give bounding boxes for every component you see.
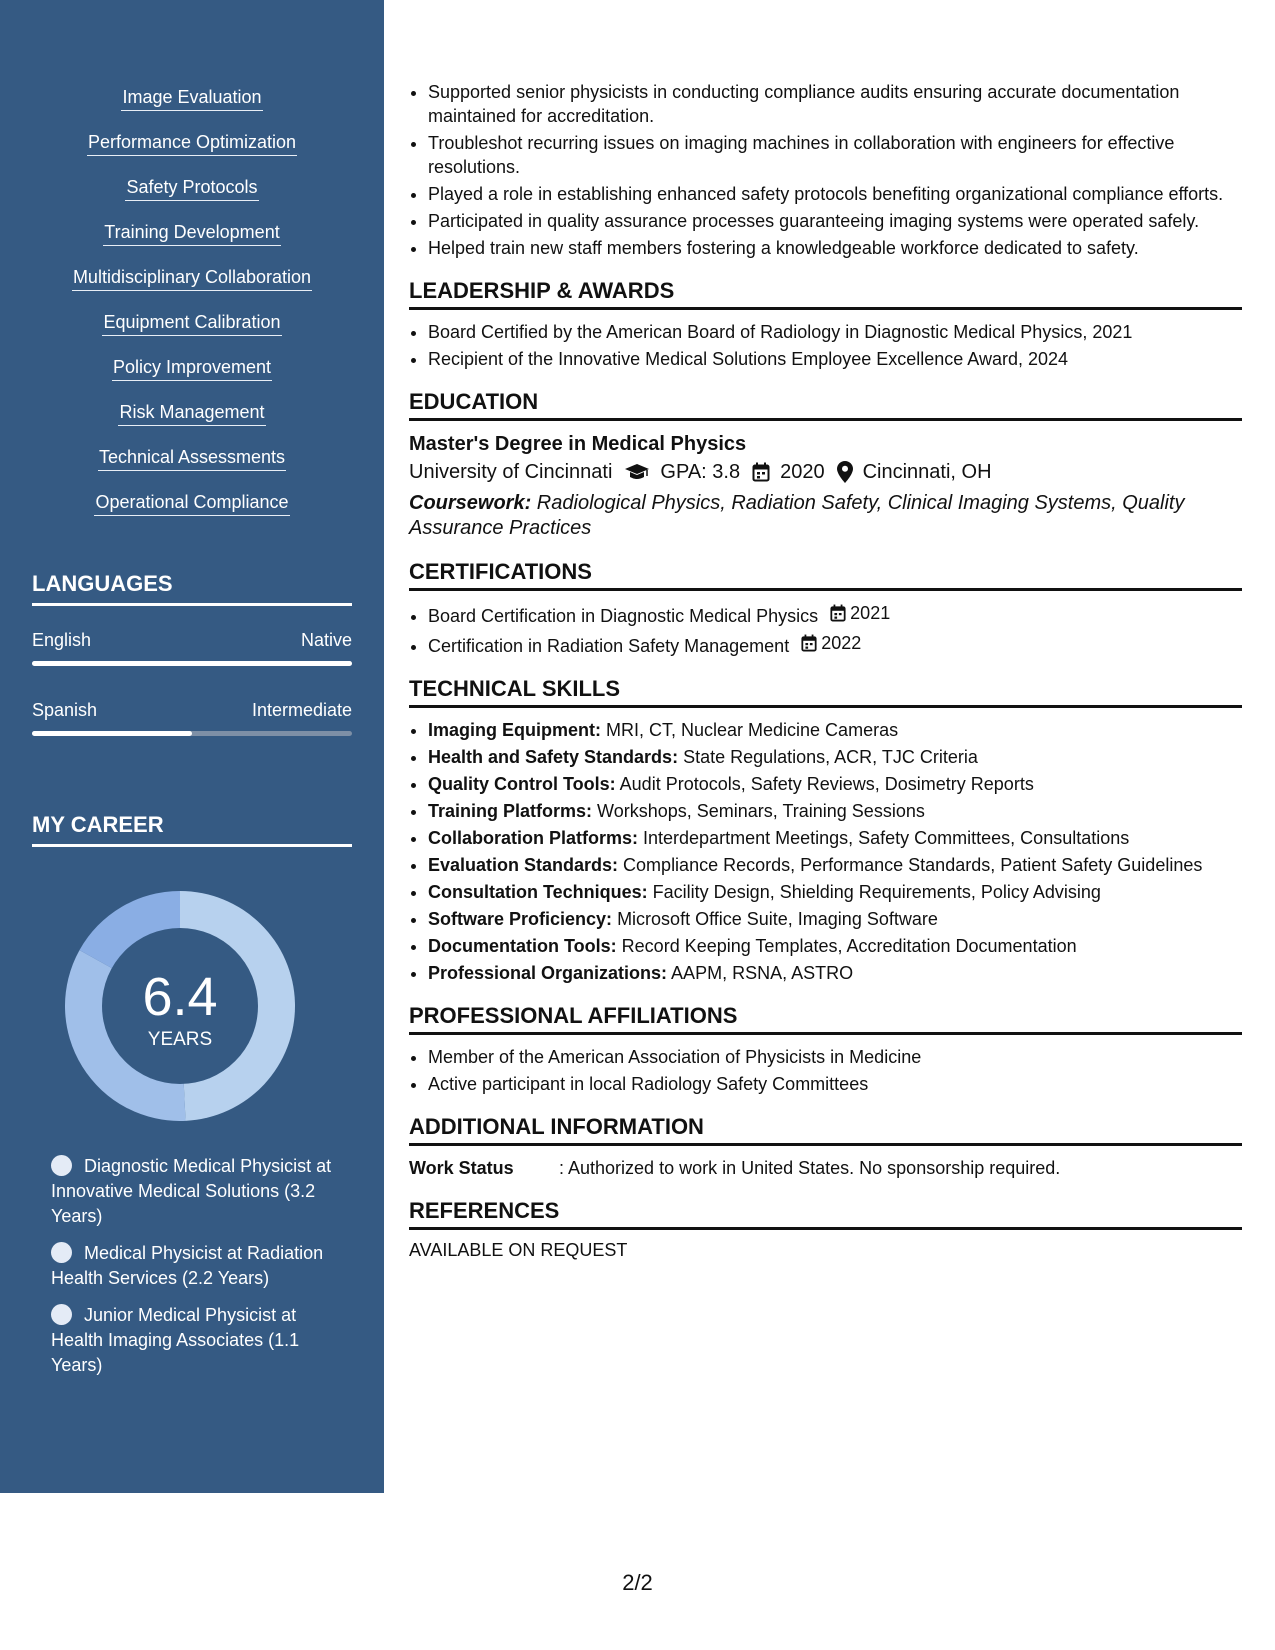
language-bar-fill bbox=[32, 661, 352, 666]
skill-label: Multidisciplinary Collaboration bbox=[72, 266, 312, 291]
certification-item bbox=[428, 601, 1242, 628]
skill-label: Operational Compliance bbox=[94, 491, 289, 516]
references-heading: REFERENCES bbox=[409, 1198, 1242, 1230]
technical-skill-label: Evaluation Standards: bbox=[428, 855, 619, 875]
certification-name: Board Certification in Diagnostic Medical Physics bbox=[428, 606, 819, 626]
career-dot-icon bbox=[51, 1304, 72, 1325]
technical-skill-value: MRI, CT, Nuclear Medicine Cameras bbox=[601, 720, 899, 740]
technical-skill-item bbox=[428, 772, 1242, 796]
language-bar-fill bbox=[32, 731, 192, 736]
affiliation-item: • Active participant in local Radiology Safety Committees bbox=[428, 1072, 1242, 1096]
coursework bbox=[409, 491, 1242, 541]
technical-skill-value: Interdepartment Meetings, Safety Committees, Consultations bbox=[638, 828, 1130, 848]
leadership-heading: LEADERSHIP & AWARDS bbox=[409, 278, 1242, 310]
skill-item bbox=[0, 266, 384, 311]
affiliations-list bbox=[409, 1045, 1242, 1096]
experience-bullet: • Participated in quality assurance processes guaranteeing imaging systems were operated safely. bbox=[428, 209, 1242, 233]
education-heading: EDUCATION bbox=[409, 389, 1242, 421]
technical-skill-value: Facility Design, Shielding Requirements, Policy Advising bbox=[647, 882, 1101, 902]
coursework-text: Radiological Physics, Radiation Safety, Clinical Imaging Systems, Quality Assurance Practices bbox=[409, 492, 1185, 539]
career-item bbox=[51, 1241, 341, 1291]
certification-item bbox=[428, 631, 1242, 658]
skill-item bbox=[0, 491, 384, 536]
career-text: Diagnostic Medical Physicist at Innovative Medical Solutions (3.2 Years) bbox=[51, 1156, 332, 1226]
languages-heading: LANGUAGES bbox=[32, 571, 352, 606]
skill-item bbox=[0, 401, 384, 446]
skill-item bbox=[0, 311, 384, 356]
technical-skill-label: Documentation Tools: bbox=[428, 936, 617, 956]
technical-skill-item bbox=[428, 961, 1242, 985]
page-number: 2/2 bbox=[622, 1570, 653, 1595]
technical-skill-value: Audit Protocols, Safety Reviews, Dosimetry Reports bbox=[615, 774, 1034, 794]
experience-bullet: • Helped train new staff members fostering a knowledgeable workforce dedicated to safety. bbox=[428, 236, 1242, 260]
career-total-value: 6.4 bbox=[142, 967, 218, 1027]
skill-item bbox=[0, 221, 384, 266]
school-name: University of Cincinnati bbox=[409, 461, 613, 483]
technical-skill-value: Compliance Records, Performance Standards, Patient Safety Guidelines bbox=[618, 855, 1203, 875]
technical-skill-item bbox=[428, 907, 1242, 931]
skill-item bbox=[0, 356, 384, 401]
certification-name: Certification in Radiation Safety Management bbox=[428, 636, 790, 656]
work-status-label: Work Status bbox=[409, 1158, 514, 1178]
skill-item bbox=[0, 86, 384, 131]
leadership-list bbox=[409, 320, 1242, 371]
skill-label: Equipment Calibration bbox=[102, 311, 281, 336]
certification-date bbox=[830, 601, 890, 625]
calendar-icon bbox=[752, 462, 770, 482]
skill-label: Training Development bbox=[103, 221, 280, 246]
skill-label: Performance Optimization bbox=[87, 131, 297, 156]
technical-skill-item bbox=[428, 934, 1242, 958]
main-content bbox=[409, 80, 1242, 1261]
language-level: Native bbox=[300, 630, 352, 650]
career-dot-icon bbox=[51, 1155, 72, 1176]
skill-item bbox=[0, 446, 384, 491]
work-status-value: : Authorized to work in United States. No sponsorship required. bbox=[559, 1158, 1061, 1178]
education-details bbox=[409, 457, 1242, 487]
language-bar-spanish bbox=[32, 731, 352, 736]
language-bar-english bbox=[32, 661, 352, 666]
calendar-icon bbox=[801, 634, 817, 652]
technical-skill-item bbox=[428, 853, 1242, 877]
skill-item bbox=[0, 176, 384, 221]
skill-label: Risk Management bbox=[118, 401, 265, 426]
skill-label: Safety Protocols bbox=[125, 176, 258, 201]
technical-skill-label: Quality Control Tools: bbox=[428, 774, 616, 794]
additional-info-heading: ADDITIONAL INFORMATION bbox=[409, 1114, 1242, 1146]
certification-year: 2021 bbox=[850, 603, 891, 623]
technical-skill-value: Record Keeping Templates, Accreditation Documentation bbox=[616, 936, 1077, 956]
technical-skill-label: Professional Organizations: bbox=[428, 963, 668, 983]
location-pin-icon bbox=[837, 461, 853, 483]
technical-skill-label: Collaboration Platforms: bbox=[428, 828, 639, 848]
certification-date bbox=[801, 631, 861, 655]
career-donut-chart bbox=[65, 891, 295, 1121]
career-item bbox=[51, 1303, 341, 1378]
technical-skill-value: AAPM, RSNA, ASTRO bbox=[667, 963, 854, 983]
graduation-year: 2020 bbox=[780, 461, 825, 483]
affiliation-item: • Member of the American Association of Physicists in Medicine bbox=[428, 1045, 1242, 1069]
work-status-row bbox=[409, 1156, 1242, 1180]
affiliations-heading: PROFESSIONAL AFFILIATIONS bbox=[409, 1003, 1242, 1035]
experience-bullet: • Troubleshot recurring issues on imaging machines in collaboration with engineers for effective resolutions. bbox=[428, 131, 1242, 179]
leadership-item: • Recipient of the Innovative Medical Solutions Employee Excellence Award, 2024 bbox=[428, 347, 1242, 371]
career-total-unit: YEARS bbox=[147, 1029, 213, 1050]
gpa: GPA: 3.8 bbox=[660, 461, 741, 483]
degree-title: Master's Degree in Medical Physics bbox=[409, 433, 747, 455]
skill-label: Technical Assessments bbox=[98, 446, 286, 471]
experience-bullets bbox=[409, 80, 1242, 260]
career-heading: MY CAREER bbox=[32, 812, 352, 847]
technical-skill-label: Imaging Equipment: bbox=[428, 720, 601, 740]
technical-skill-label: Training Platforms: bbox=[428, 801, 593, 821]
technical-skill-value: Microsoft Office Suite, Imaging Software bbox=[612, 909, 938, 929]
graduation-cap-icon bbox=[624, 463, 650, 481]
coursework-label: Coursework: bbox=[409, 492, 532, 514]
career-list bbox=[51, 1154, 341, 1390]
technical-skill-item bbox=[428, 880, 1242, 904]
language-row-english bbox=[32, 630, 352, 651]
certification-year: 2022 bbox=[821, 633, 862, 653]
sidebar bbox=[0, 0, 384, 1493]
language-name: Spanish bbox=[32, 700, 98, 720]
technical-skill-item bbox=[428, 718, 1242, 742]
school-location: Cincinnati, OH bbox=[862, 461, 992, 483]
career-dot-icon bbox=[51, 1242, 72, 1263]
experience-bullet: • Supported senior physicists in conducting compliance audits ensuring accurate documentation maintained for accreditation. bbox=[428, 80, 1242, 128]
skills-list bbox=[0, 86, 384, 536]
certifications-heading: CERTIFICATIONS bbox=[409, 559, 1242, 591]
leadership-item: • Board Certified by the American Board of Radiology in Diagnostic Medical Physics, 2021 bbox=[428, 320, 1242, 344]
language-row-spanish bbox=[32, 700, 352, 721]
technical-skills-heading: TECHNICAL SKILLS bbox=[409, 676, 1242, 708]
calendar-icon bbox=[830, 604, 846, 622]
technical-skills-list bbox=[409, 718, 1242, 985]
experience-bullet: • Played a role in establishing enhanced safety protocols benefiting organizational compliance efforts. bbox=[428, 182, 1242, 206]
skill-item bbox=[0, 131, 384, 176]
technical-skill-label: Health and Safety Standards: bbox=[428, 747, 679, 767]
technical-skill-label: Software Proficiency: bbox=[428, 909, 613, 929]
career-text: Medical Physicist at Radiation Health Services (2.2 Years) bbox=[51, 1243, 324, 1288]
language-name: English bbox=[32, 630, 92, 650]
skill-label: Policy Improvement bbox=[112, 356, 272, 381]
certifications-list bbox=[409, 601, 1242, 658]
skill-label: Image Evaluation bbox=[121, 86, 262, 111]
career-text: Junior Medical Physicist at Health Imaging Associates (1.1 Years) bbox=[51, 1305, 300, 1375]
technical-skill-label: Consultation Techniques: bbox=[428, 882, 648, 902]
language-level: Intermediate bbox=[251, 700, 352, 720]
technical-skill-item bbox=[428, 826, 1242, 850]
references-text: AVAILABLE ON REQUEST bbox=[409, 1240, 628, 1260]
technical-skill-value: Workshops, Seminars, Training Sessions bbox=[592, 801, 925, 821]
technical-skill-item bbox=[428, 799, 1242, 823]
technical-skill-value: State Regulations, ACR, TJC Criteria bbox=[678, 747, 978, 767]
career-item bbox=[51, 1154, 341, 1229]
technical-skill-item bbox=[428, 745, 1242, 769]
